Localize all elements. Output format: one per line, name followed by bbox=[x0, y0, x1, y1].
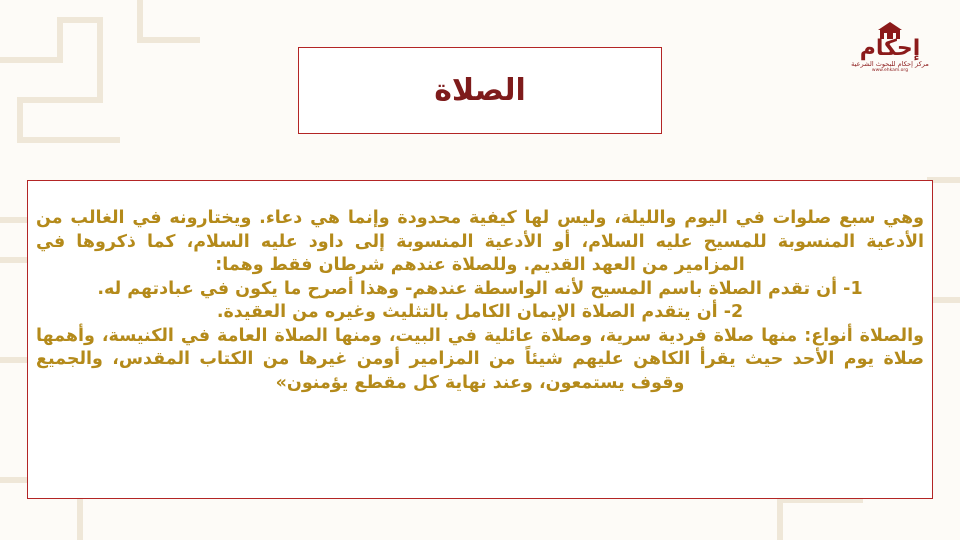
paragraph-intro: وهي سبع صلوات في اليوم والليلة، وليس لها كيفية محدودة وإنما هي دعاء. ويختارونه في الغالب من الأدعية المنسوبة للمسيح عليه السلام، أو الأدعية المنسوبة إلى داود عليه السلام، كما ذكروها في المزامير من العهد القديم. وللصلاة عندهم شرطان فقط وهما: bbox=[36, 208, 924, 275]
content-text bbox=[36, 207, 924, 395]
logo-subtitle: مركز إحكام للبحوث الشرعية bbox=[851, 60, 929, 68]
logo-name: إحكام bbox=[859, 36, 921, 61]
title-box bbox=[298, 47, 662, 134]
paragraph-types: والصلاة أنواع: منها صلاة فردية سرية، وصلاة عائلية في البيت، ومنها الصلاة العامة في الكنيسة، وأهمها صلاة يوم الأحد حيث يقرأ الكاهن عليهم شيئاً من المزامير أومن غيرها من الكتاب المقدس، والجميع وقوف يستمعون، وعند نهاية كل مقطع يؤمنون» bbox=[36, 325, 924, 393]
logo bbox=[848, 22, 932, 94]
page-title: الصلاة bbox=[434, 73, 526, 108]
logo-url: www.ehkam.org bbox=[871, 68, 909, 73]
content-box bbox=[27, 180, 933, 499]
paragraph-condition-2: 2- أن يتقدم الصلاة الإيمان الكامل بالتثليث وغيره من العقيدة. bbox=[216, 302, 744, 322]
paragraph-condition-1: 1- أن تقدم الصلاة باسم المسيح لأنه الواسطة عندهم- وهذا أصرح ما يكون في عبادتهم له. bbox=[97, 278, 863, 299]
